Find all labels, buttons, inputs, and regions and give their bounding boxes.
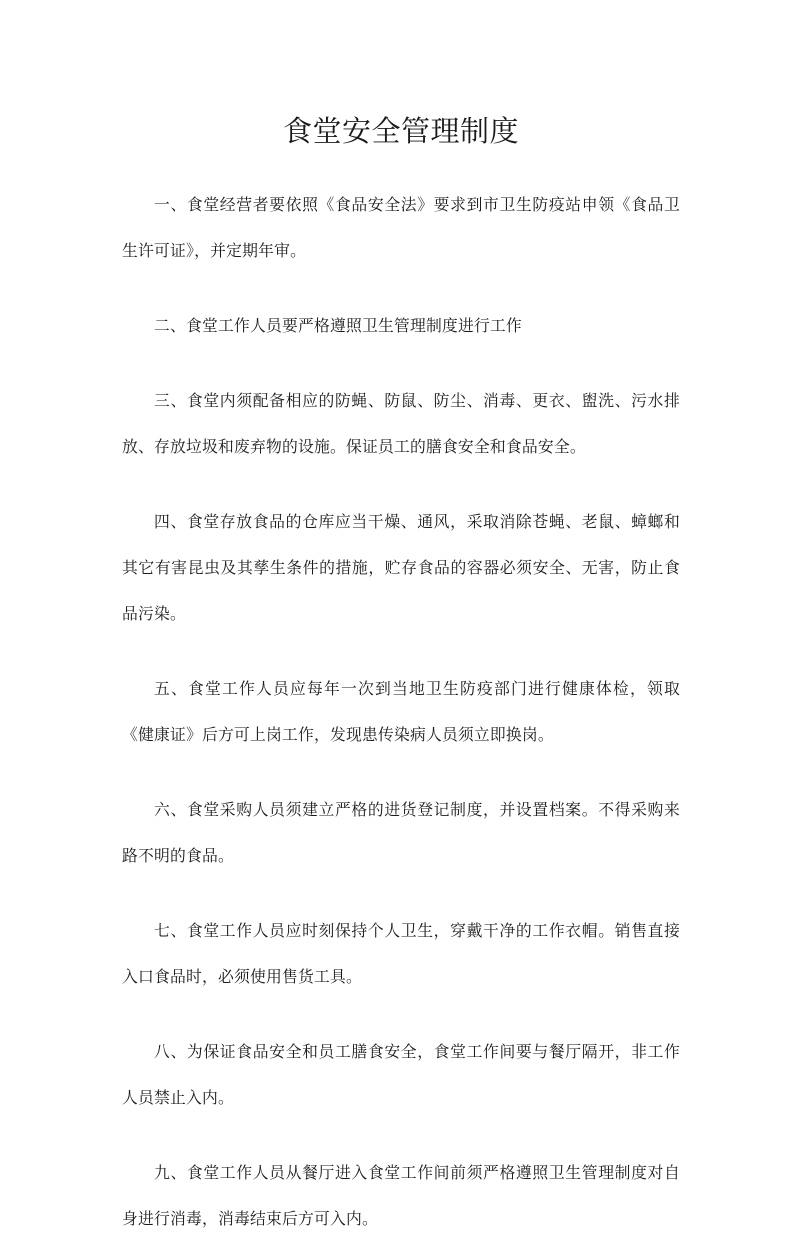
clause-7: 七、食堂工作人员应时刻保持个人卫生，穿戴干净的工作衣帽。销售直接入口食品时，必须使用售货工具。 xyxy=(122,921,680,986)
clause-3: 三、食堂内须配备相应的防蝇、防鼠、防尘、消毒、更衣、盥洗、污水排放、存放垃圾和废弃物的设施。保证员工的膳食安全和食品安全。 xyxy=(122,391,680,456)
clause-9: 九、食堂工作人员从餐厅进入食堂工作间前须严格遵照卫生管理制度对自身进行消毒，消毒结束后方可入内。 xyxy=(122,1163,680,1228)
clause-6: 六、食堂采购人员须建立严格的进货登记制度，并设置档案。不得采购来路不明的食品。 xyxy=(122,800,680,865)
clause-4: 四、食堂存放食品的仓库应当干燥、通风，采取消除苍蝇、老鼠、蟑螂和其它有害昆虫及其孳生条件的措施，贮存食品的容器必须安全、无害，防止食品污染。 xyxy=(122,512,680,623)
clause-1: 一、食堂经营者要依照《食品安全法》要求到市卫生防疫站申领《食品卫生许可证》，并定期年审。 xyxy=(122,195,680,260)
clause-2: 二、食堂工作人员要严格遵照卫生管理制度进行工作 xyxy=(154,316,522,335)
clause-list xyxy=(122,182,680,1242)
clause-8: 八、为保证食品安全和员工膳食安全，食堂工作间要与餐厅隔开，非工作人员禁止入内。 xyxy=(122,1042,680,1107)
document-title: 食堂安全管理制度 xyxy=(282,114,519,148)
clause-5: 五、食堂工作人员应每年一次到当地卫生防疫部门进行健康体检，领取《健康证》后方可上岗工作，发现患传染病人员须立即换岗。 xyxy=(122,679,680,744)
